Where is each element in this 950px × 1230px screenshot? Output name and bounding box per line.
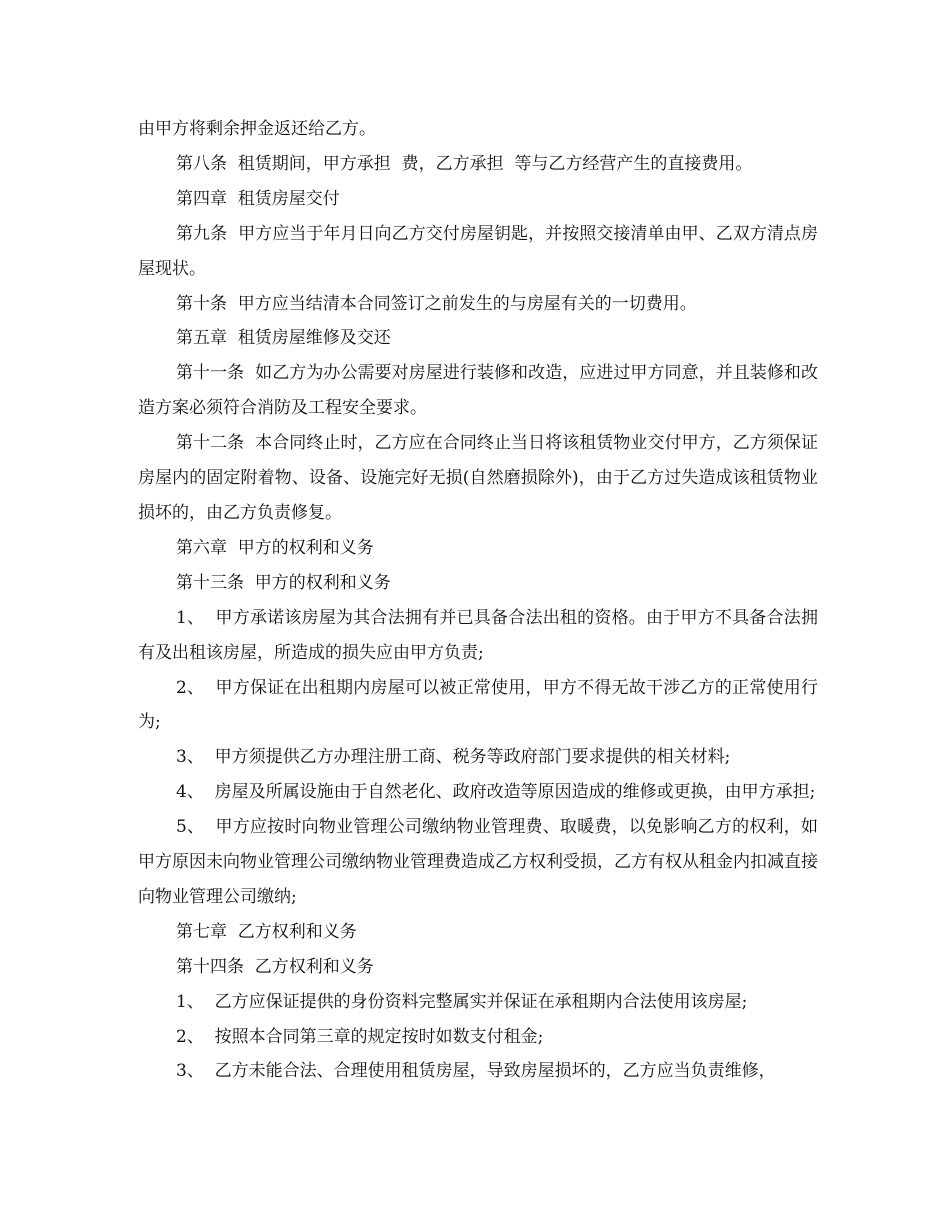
article-10: 第十条 甲方应当结清本合同签订之前发生的与房屋有关的一切费用。 [176, 293, 697, 314]
list-item: 1、 甲方承诺该房屋为其合法拥有并已具备合法出租的资格。由于甲方不具备合法拥有及出租该房屋，所造成的损失应由甲方负责; [138, 607, 818, 663]
list-item: 1、 乙方应保证提供的身份资料完整属实并保证在承租期内合法使用该房屋; [176, 991, 748, 1012]
list-item: 4、 房屋及所属设施由于自然老化、政府改造等原因造成的维修或更换，由甲方承担; [176, 782, 816, 803]
list-item: 2、 按照本合同第三章的规定按时如数支付租金; [176, 1026, 544, 1047]
article-8: 第八条 租赁期间，甲方承担 费，乙方承担 等与乙方经营产生的直接费用。 [176, 153, 753, 174]
article-13: 第十三条 甲方的权利和义务 [176, 572, 391, 593]
list-item: 3、 甲方须提供乙方办理注册工商、税务等政府部门要求提供的相关材料; [176, 747, 731, 768]
chapter-5-heading: 第五章 租赁房屋维修及交还 [176, 328, 391, 349]
article-11: 第十一条 如乙方为办公需要对房屋进行装修和改造，应进过甲方同意，并且装修和改造方案必须符合消防及工程安全要求。 [138, 363, 818, 419]
chapter-6-heading: 第六章 甲方的权利和义务 [176, 537, 374, 558]
paragraph-continuation: 由甲方将剩余押金返还给乙方。 [138, 119, 376, 139]
document-body [138, 112, 818, 1089]
chapter-4-heading: 第四章 租赁房屋交付 [176, 188, 340, 209]
article-12: 第十二条 本合同终止时，乙方应在合同终止当日将该租赁物业交付甲方，乙方须保证房屋内的固定附着物、设备、设施完好无损(自然磨损除外)，由于乙方过失造成该租赁物业损坏的，由乙方负责修复。 [138, 433, 818, 523]
article-9: 第九条 甲方应当于年月日向乙方交付房屋钥匙，并按照交接清单由甲、乙双方清点房屋现状。 [138, 223, 818, 279]
article-14: 第十四条 乙方权利和义务 [176, 956, 374, 977]
list-item: 5、 甲方应按时向物业管理公司缴纳物业管理费、取暖费，以免影响乙方的权利，如甲方原因未向物业管理公司缴纳物业管理费造成乙方权利受损，乙方有权从租金内扣减直接向物业管理公司缴纳; [138, 817, 818, 907]
chapter-7-heading: 第七章 乙方权利和义务 [176, 921, 357, 942]
list-item: 2、 甲方保证在出租期内房屋可以被正常使用，甲方不得无故干涉乙方的正常使用行为; [138, 677, 818, 733]
list-item: 3、 乙方未能合法、合理使用租赁房屋，导致房屋损坏的，乙方应当负责维修， [176, 1061, 776, 1082]
